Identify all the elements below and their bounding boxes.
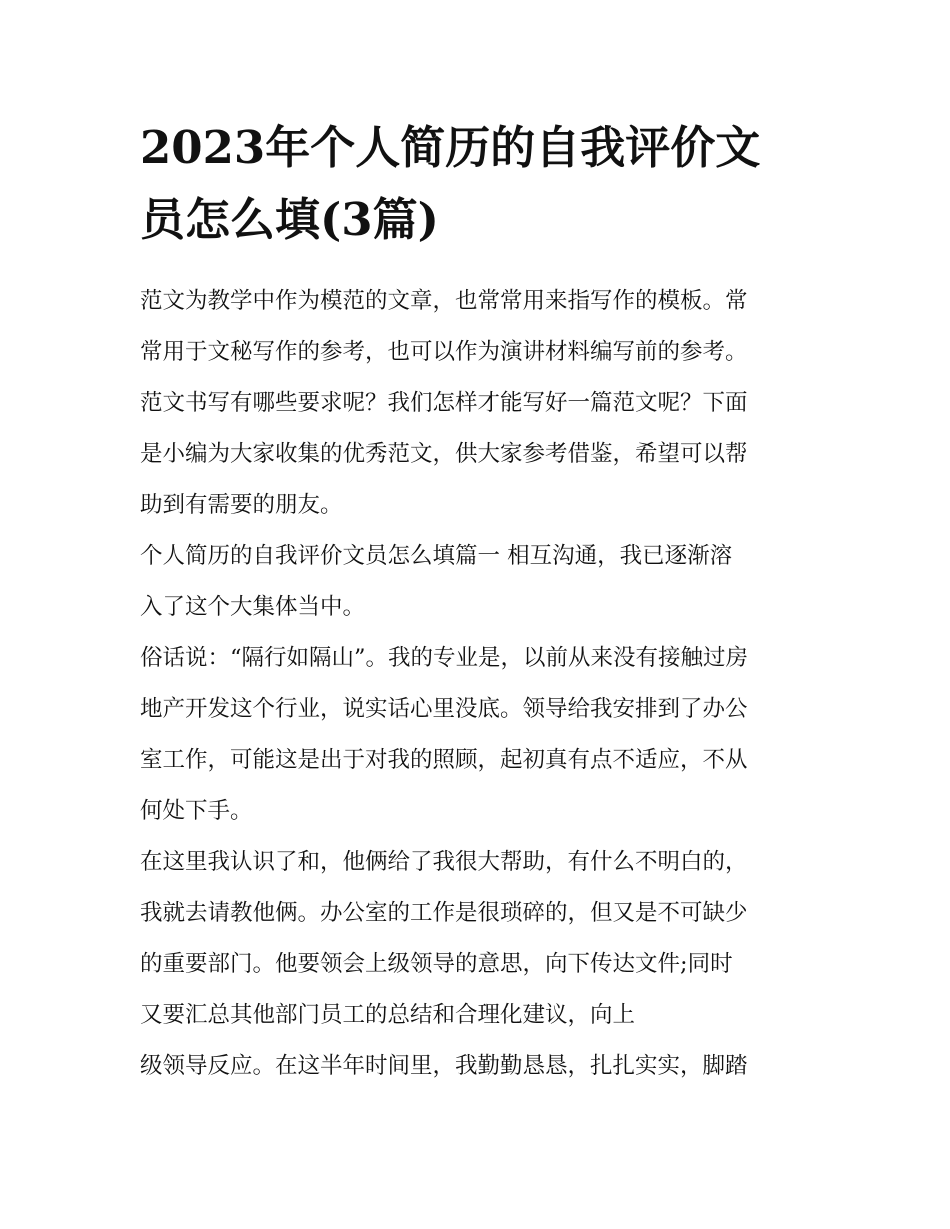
title-line-2: 员怎么填(3篇) xyxy=(140,193,439,246)
body-line: 又要汇总其他部门员工的总结和合理化建议，向上 xyxy=(140,1002,636,1028)
body-line: 的重要部门。他要领会上级领导的意思，向下传达文件;同时 xyxy=(140,951,733,977)
body-line: 个人简历的自我评价文员怎么填篇一 相互沟通，我已逐渐溶 xyxy=(140,543,733,569)
body-line: 俗话说：“隔行如隔山”。我的专业是，以前从来没有接触过房 xyxy=(140,645,749,671)
body-line: 常用于文秘写作的参考，也可以作为演讲材料编写前的参考。 xyxy=(140,339,748,365)
body-line: 我就去请教他俩。办公室的工作是很琐碎的，但又是不可缺少 xyxy=(140,900,748,926)
document-title xyxy=(140,112,840,256)
body-line: 级领导反应。在这半年时间里，我勤勤恳恳，扎扎实实，脚踏 xyxy=(140,1053,748,1079)
body-line: 范文为教学中作为模范的文章，也常常用来指写作的模板。常 xyxy=(140,288,748,314)
body-line: 地产开发这个行业，说实话心里没底。领导给我安排到了办公 xyxy=(140,696,748,722)
body-line: 在这里我认识了和，他俩给了我很大帮助，有什么不明白的， xyxy=(140,849,748,875)
body-line: 是小编为大家收集的优秀范文，供大家参考借鉴，希望可以帮 xyxy=(140,441,748,467)
body-line: 入了这个大集体当中。 xyxy=(140,594,366,620)
body-line: 范文书写有哪些要求呢？我们怎样才能写好一篇范文呢？下面 xyxy=(140,390,748,416)
body-line: 助到有需要的朋友。 xyxy=(140,492,343,518)
title-line-1: 2023年个人简历的自我评价文 xyxy=(140,121,761,174)
body-line: 何处下手。 xyxy=(140,798,253,824)
document-body xyxy=(140,276,840,1092)
body-line: 室工作，可能这是出于对我的照顾，起初真有点不适应，不从 xyxy=(140,747,748,773)
